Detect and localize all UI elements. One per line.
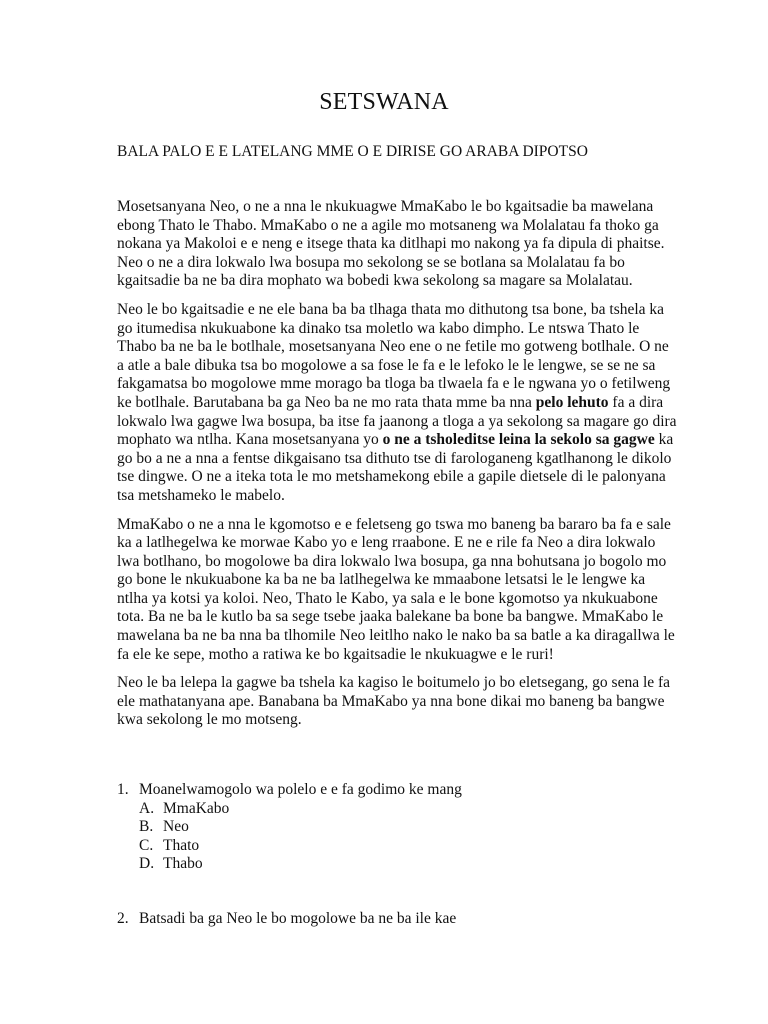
option-text: Thabo: [163, 855, 203, 873]
option-b: [139, 818, 462, 837]
reading-passage: [117, 198, 677, 740]
passage-paragraph-3: MmaKabo o ne a nna le kgomotso e e feletseng go tswa mo baneng ba bararo ba fa e sale ka a latlhegelwa ke morwae Kabo yo e leng rraabone. E ne e rile fa Neo a dira lokwalo lwa botlhano, bo mogolowe ba dira lokwalo lwa bosupa, ga nna bohutsana jo bogolo mo go bone le nkukuabone ka ba ne ba latlhegelwa ke mmaabone letsatsi le le lengwe ka ntlha ya kotsi ya koloi. Neo, Thato le Kabo, ya sala e le bone kgomotso ya nkukuabone tota. Ba ne ba le kutlo ba sa sege tsebe jaaka balekane ba bone ba bangwe. MmaKabo le mawelana ba ne ba nna ba tlhomile Neo leitlho nako le nako ba sa batle a ka diragallwa le fa ele ke sepe, motho a ratiwa ke bo kgaitsadie le nkukuagwe e le ruri!: [117, 515, 675, 663]
option-c: [139, 837, 462, 856]
question-number: 2.: [117, 910, 129, 927]
question-text: Moanelwamogolo wa polelo e e fa godimo ke mang: [139, 781, 462, 798]
option-letter: B.: [139, 818, 154, 836]
option-letter: D.: [139, 855, 155, 873]
option-text: Thato: [163, 836, 200, 854]
question-1: [117, 781, 677, 874]
question-text: Batsadi ba ga Neo le bo mogolowe ba ne ba ile kae: [139, 910, 457, 927]
option-a: [139, 800, 462, 819]
question-2: [117, 910, 456, 929]
option-d: [139, 855, 462, 874]
option-text: MmaKabo: [163, 799, 230, 817]
p2-text-c: fa a dira lokwalo lwa gagwe lwa bosupa, ba itse fa jaanong a tloga a ya sekolong sa magare go dira mophato wa ntlha. Kana mosetsanyana yo: [117, 393, 677, 449]
passage-paragraph-2: [117, 301, 677, 506]
option-letter: C.: [139, 836, 154, 854]
option-letter: A.: [139, 799, 155, 817]
p2-bold-2: o ne a tsholeditse leina la sekolo sa gagwe: [382, 431, 655, 449]
passage-paragraph-4: Neo le ba lelepa la gagwe ba tshela ka kagiso le boitumelo jo bo eletsegang, go sena le fa ele mathatanyana ape. Banabana ba MmaKabo ya nna bone dikai mo baneng ba bangwe kwa sekolong le mo motseng.: [117, 674, 671, 729]
p2-bold-1: pelo lehuto: [535, 393, 609, 411]
passage-paragraph-1: Mosetsanyana Neo, o ne a nna le nkukuagwe MmaKabo le bo kgaitsadie ba mawelana ebong Thato le Thabo. MmaKabo o ne a agile mo motsaneng wa Molalatau fa thoko ga nokana ya Makoloi e e neng e itsege thata ka ditlhapi mo nakong ya fa dipula di phaitse. Neo o ne a dira lokwalo lwa bosupa mo sekolong se se botlana sa Molalatau fa bo kgaitsadie ba ne ba dira mophato wa bobedi kwa sekolong sa magare sa Molalatau.: [117, 198, 665, 290]
p2-text-a: Neo le bo kgaitsadie e ne ele bana ba ba tlhaga thata mo dithutong tsa bone, ba tshela ka go itumedisa nkukuabone ka dinako tsa moletlo wa kabo dimpho. Le ntswa Thato le Thabo ba ne ba le botlhale, mosetsanyana Neo ene o ne fetile mo gotweng botlhale. O ne a atle a bale dibuka tsa bo mogolowe a sa fose le fa e le lefoko le le lengwe, se se ne sa fakgamatsa bo mogolowe mme morago ba tloga ba tlwaela fa e le ngwana yo o fetilweng ke botlhale. Barutabana ba ga Neo ba ne mo rata thata mme ba nna: [117, 300, 671, 411]
answer-options: [139, 800, 462, 874]
instruction-text: BALA PALO E E LATELANG MME O E DIRISE GO ARABA DIPOTSO: [117, 143, 588, 160]
question-number: 1.: [117, 781, 129, 798]
page-title: SETSWANA: [319, 89, 449, 115]
p2-text-d: ka go bo a ne a nna a fentse dikgaisano tsa dithuto tse di farologaneng kgatlhanong le dikolo tse dingwe. O ne a iteka tota le mo metshamekong ebile a gapile dietsele di le palonyana tsa metshameko le mabelo.: [117, 431, 674, 504]
option-text: Neo: [163, 818, 189, 836]
